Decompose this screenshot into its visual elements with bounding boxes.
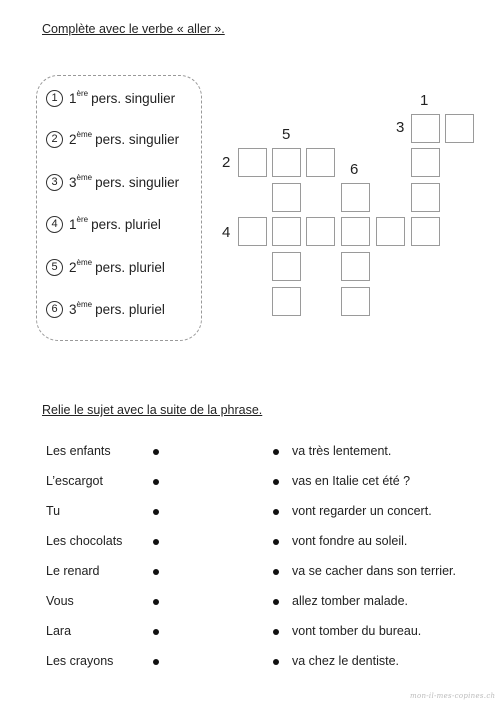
grid-number-3: 3 xyxy=(396,119,405,136)
clue-ordinal: ère xyxy=(76,88,89,98)
crossword-cell[interactable] xyxy=(341,252,370,281)
clue-ordinal: ème xyxy=(76,172,93,182)
subject-item: L’escargot xyxy=(46,474,103,488)
ending-dot[interactable] xyxy=(273,539,279,545)
clue-base: 2 xyxy=(69,259,77,275)
ending-dot[interactable] xyxy=(273,599,279,605)
subject-item: Le renard xyxy=(46,564,100,578)
subject-dot[interactable] xyxy=(153,539,159,545)
clue-number: 5 xyxy=(46,259,63,276)
crossword-cell[interactable] xyxy=(238,148,267,177)
crossword-cell[interactable] xyxy=(445,114,474,143)
clue-2 xyxy=(46,128,179,150)
clue-ordinal: ère xyxy=(76,214,89,224)
clue-text: pers. pluriel xyxy=(95,259,165,275)
clue-text: pers. pluriel xyxy=(91,216,161,232)
clue-text: pers. singulier xyxy=(91,90,176,106)
subject-item: Les chocolats xyxy=(46,534,123,548)
crossword-cell[interactable] xyxy=(411,114,440,143)
crossword-cell[interactable] xyxy=(411,217,440,246)
ending-dot[interactable] xyxy=(273,659,279,665)
clue-4 xyxy=(46,213,161,235)
subject-dot[interactable] xyxy=(153,659,159,665)
crossword-cell[interactable] xyxy=(272,217,301,246)
subject-dot[interactable] xyxy=(153,599,159,605)
ending-item: va très lentement. xyxy=(292,444,392,458)
grid-number-6: 6 xyxy=(350,161,359,178)
ending-dot[interactable] xyxy=(273,479,279,485)
ending-item: allez tomber malade. xyxy=(292,594,409,608)
ending-item: va chez le dentiste. xyxy=(292,654,400,668)
ending-item: va se cacher dans son terrier. xyxy=(292,564,456,578)
clue-base: 1 xyxy=(69,216,77,232)
clue-number: 3 xyxy=(46,174,63,191)
clue-ordinal: ème xyxy=(76,257,93,267)
grid-number-1: 1 xyxy=(420,92,429,109)
clue-text: pers. singulier xyxy=(95,174,180,190)
crossword-cell[interactable] xyxy=(306,148,335,177)
clue-base: 2 xyxy=(69,131,77,147)
ending-item: vont fondre au soleil. xyxy=(292,534,408,548)
clue-text: pers. pluriel xyxy=(95,301,165,317)
clue-text: pers. singulier xyxy=(95,131,180,147)
crossword-cell[interactable] xyxy=(272,252,301,281)
clue-3 xyxy=(46,171,179,193)
ending-dot[interactable] xyxy=(273,629,279,635)
exercise1-title: Complète avec le verbe « aller ». xyxy=(42,22,225,36)
clue-1 xyxy=(46,87,175,109)
ending-dot[interactable] xyxy=(273,449,279,455)
crossword-cell[interactable] xyxy=(341,287,370,316)
crossword-cell[interactable] xyxy=(341,183,370,212)
subject-item: Vous xyxy=(46,594,74,608)
crossword-cell[interactable] xyxy=(411,148,440,177)
ending-item: vont regarder un concert. xyxy=(292,504,432,518)
grid-number-5: 5 xyxy=(282,126,291,143)
subject-item: Lara xyxy=(46,624,72,638)
clue-number: 1 xyxy=(46,90,63,107)
subject-item: Tu xyxy=(46,504,61,518)
crossword-cell[interactable] xyxy=(272,148,301,177)
subject-item: Les enfants xyxy=(46,444,111,458)
ending-dot[interactable] xyxy=(273,569,279,575)
clue-base: 3 xyxy=(69,174,77,190)
subject-dot[interactable] xyxy=(153,479,159,485)
watermark: mon-il-mes-copines.ch xyxy=(410,692,496,700)
exercise2-title: Relie le sujet avec la suite de la phrase. xyxy=(42,403,263,417)
crossword-cell[interactable] xyxy=(272,183,301,212)
clue-ordinal: ème xyxy=(76,129,93,139)
crossword-cell[interactable] xyxy=(238,217,267,246)
clue-5 xyxy=(46,256,165,278)
crossword-cell[interactable] xyxy=(411,183,440,212)
clue-base: 3 xyxy=(69,301,77,317)
clue-6 xyxy=(46,298,165,320)
clue-ordinal: ème xyxy=(76,299,93,309)
subject-item: Les crayons xyxy=(46,654,114,668)
crossword-cell[interactable] xyxy=(272,287,301,316)
crossword-cell[interactable] xyxy=(376,217,405,246)
clue-number: 4 xyxy=(46,216,63,233)
grid-number-4: 4 xyxy=(222,224,231,241)
grid-number-2: 2 xyxy=(222,154,231,171)
clue-base: 1 xyxy=(69,90,77,106)
subject-dot[interactable] xyxy=(153,569,159,575)
ending-item: vont tomber du bureau. xyxy=(292,624,422,638)
subject-dot[interactable] xyxy=(153,509,159,515)
clue-number: 6 xyxy=(46,301,63,318)
crossword-cell[interactable] xyxy=(341,217,370,246)
ending-item: vas en Italie cet été ? xyxy=(292,474,411,488)
clue-number: 2 xyxy=(46,131,63,148)
subject-dot[interactable] xyxy=(153,449,159,455)
crossword-cell[interactable] xyxy=(306,217,335,246)
ending-dot[interactable] xyxy=(273,509,279,515)
subject-dot[interactable] xyxy=(153,629,159,635)
